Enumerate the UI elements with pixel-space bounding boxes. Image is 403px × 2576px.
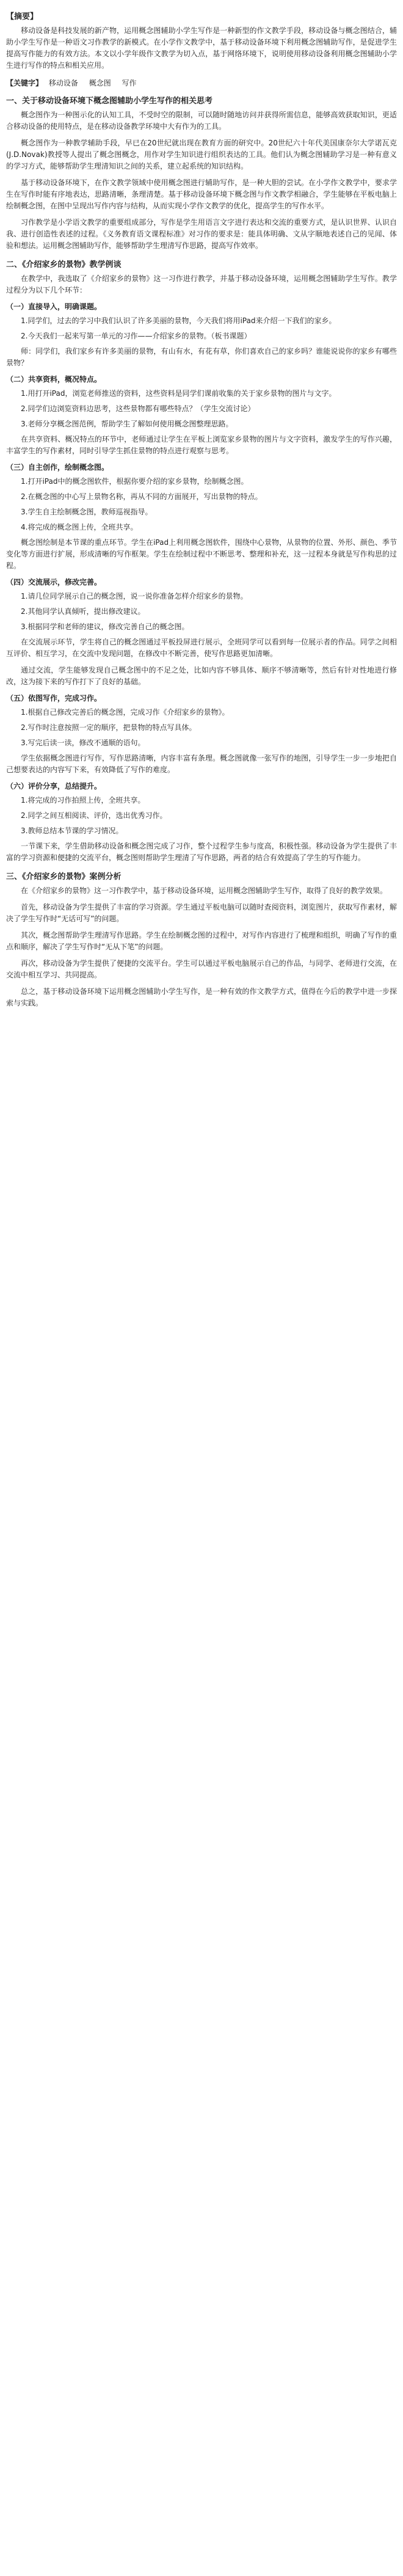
step-line: 3.根据同学和老师的建议，修改完善自己的概念图。 bbox=[21, 622, 189, 631]
paragraph: 首先，移动设备为学生提供了丰富的学习资源。学生通过平板电脑可以随时查阅资料，浏览图片，获取写作素材，解决了学生写作时“无话可写”的问题。 bbox=[6, 903, 397, 923]
step-line: 1.根据自己修改完善后的概念图，完成习作《介绍家乡的景物》。 bbox=[21, 708, 230, 717]
abstract-text: 移动设备是科技发展的新产物，运用概念图辅助小学生写作是一种新型的作文教学手段，移动设备与概念图结合，辅助小学生写作是一种语文习作教学的新模式。在小学作文教学中，基于移动设备环境下利用概念图辅助写作，是促进学生提高写作能力的有效方法。本文以小学年级作文教学为切入点，基于网络环境下，说明使用移动设备利用概念图辅助小学生进行写作的特点和相关应用。 bbox=[6, 26, 397, 70]
step-line: 1.请几位同学展示自己的概念图，说一说你准备怎样介绍家乡的景物。 bbox=[21, 592, 248, 600]
step-line: 1.将完成的习作拍照上传，全班共享。 bbox=[21, 796, 145, 805]
step-line: 2.今天我们一起来写第一单元的习作——介绍家乡的景物。（板书课题） bbox=[21, 332, 252, 340]
step-line: 2.其他同学认真倾听，提出修改建议。 bbox=[21, 607, 145, 616]
step-title: （二）共享资料，概况特点。 bbox=[6, 375, 102, 384]
step-line: 3.教师总结本节课的学习情况。 bbox=[21, 826, 123, 835]
paragraph: 总之，基于移动设备环境下运用概念图辅助小学生写作，是一种有效的作文教学方式，值得在今后的教学中进一步探索与实践。 bbox=[6, 987, 397, 1007]
abstract-label: 【摘要】 bbox=[6, 12, 38, 21]
paragraph: 在教学中，我选取了《介绍家乡的景物》这一习作进行教学，并基于移动设备环境，运用概念图辅助学生写作。教学过程分为以下几个环节： bbox=[6, 274, 397, 294]
paragraph: 通过交流，学生能够发现自己概念图中的不足之处，比如内容不够具体、顺序不够清晰等，然后有针对性地进行修改，这为接下来的写作打下了良好的基础。 bbox=[6, 666, 397, 686]
paragraph: 概念图作为一种教学辅助手段，早已在20世纪就出现在教育方面的研究中。20世纪六十年代美国康奈尔大学诺瓦克(J.D.Novak)教授等人提出了概念图概念，用作对学生知识进行组织表达的工具。他们认为概念图辅助学习是一种有意义的学习方式，能够帮助学生理清知识之间的关系，建立起系统的知识结构。 bbox=[6, 139, 397, 170]
step-line: 1.打开iPad中的概念图软件，根据你要介绍的家乡景物，绘制概念图。 bbox=[21, 477, 249, 486]
step-line: 2.同学们边浏览资料边思考，这些景物都有哪些特点？（学生交流讨论） bbox=[21, 404, 255, 413]
section-3-title: 三、《介绍家乡的景物》案例分析 bbox=[6, 872, 122, 881]
paragraph: 师：同学们，我们家乡有许多美丽的景物，有山有水，有花有草，你们喜欢自己的家乡吗？谁能说说你的家乡有哪些景物？ bbox=[6, 347, 397, 367]
keyword-item: 移动设备 bbox=[48, 79, 78, 87]
paragraph: 再次，移动设备为学生提供了便捷的交流平台。学生可以通过平板电脑展示自己的作品，与同学、老师进行交流，在交流中相互学习、共同提高。 bbox=[6, 959, 397, 979]
step-title: （四）交流展示，修改完善。 bbox=[6, 578, 102, 586]
keyword-item: 概念图 bbox=[89, 79, 111, 87]
step-title: （三）自主创作，绘制概念图。 bbox=[6, 463, 109, 472]
paragraph: 在共享资料、概况特点的环节中，老师通过让学生在平板上浏览家乡景物的图片与文字资料，激发学生的写作兴趣，丰富学生的写作素材，同时引导学生抓住景物的特点进行观察与思考。 bbox=[6, 435, 397, 455]
keywords-line bbox=[6, 78, 397, 88]
paragraph: 学生依据概念图进行写作，写作思路清晰，内容丰富有条理。概念图就像一张写作的地图，引导学生一步一步地把自己想要表达的内容写下来，有效降低了写作的难度。 bbox=[6, 754, 397, 774]
paragraph: 在《介绍家乡的景物》这一习作教学中，基于移动设备环境，运用概念图辅助学生写作，取得了良好的教学效果。 bbox=[21, 886, 388, 895]
step-line: 3.学生自主绘制概念图，教师巡视指导。 bbox=[21, 508, 153, 516]
paragraph: 概念图作为一种图示化的认知工具，不受时空的限制，可以随时随地访问并获得所需信息，能够高效获取知识，更适合移动设备的使用特点，是在移动设备教学环境中大有作为的工具。 bbox=[6, 111, 397, 131]
paragraph: 其次，概念图帮助学生理清写作思路。学生在绘制概念图的过程中，对写作内容进行了梳理和组织，明确了写作的重点和顺序，解决了学生写作时“无从下笔”的问题。 bbox=[6, 931, 397, 951]
step-title: （一）直接导入，明确课题。 bbox=[6, 302, 102, 311]
keyword-item: 写作 bbox=[122, 79, 137, 87]
step-line: 2.同学之间互相阅读、评价，选出优秀习作。 bbox=[21, 811, 167, 820]
section-2-title: 二、《介绍家乡的景物》教学例谈 bbox=[6, 260, 122, 269]
step-line: 2.写作时注意按照一定的顺序，把景物的特点写具体。 bbox=[21, 723, 197, 732]
step-line: 4.将完成的概念图上传，全班共享。 bbox=[21, 523, 138, 531]
section-1-title: 一、关于移动设备环境下概念图辅助小学生写作的相关思考 bbox=[6, 97, 213, 106]
step-line: 1.用打开iPad，浏览老师推送的资料，这些资料是同学们课前收集的关于家乡景物的图片与文字。 bbox=[21, 389, 336, 398]
paragraph: 一节课下来，学生借助移动设备和概念图完成了习作，整个过程学生参与度高，积极性强。移动设备为学生提供了丰富的学习资源和便捷的交流平台，概念图则帮助学生理清了写作思路，两者的结合有效提高了学生的写作能力。 bbox=[6, 842, 397, 862]
step-line: 3.老师分享概念图范例，帮助学生了解如何使用概念图整理思路。 bbox=[21, 420, 233, 428]
step-title: （六）评价分享，总结提升。 bbox=[6, 782, 102, 790]
step-line: 2.在概念图的中心写上景物名称，再从不同的方面展开，写出景物的特点。 bbox=[21, 492, 263, 501]
step-title: （五）依图写作，完成习作。 bbox=[6, 694, 102, 702]
paragraph: 在交流展示环节，学生将自己的概念图通过平板投屏进行展示，全班同学可以看到每一位展示者的作品。同学之间相互评价、相互学习，在交流中发现问题，在修改中不断完善，使写作思路更加清晰。 bbox=[6, 638, 397, 658]
paragraph: 概念图绘制是本节课的重点环节。学生在iPad上利用概念图软件，围绕中心景物，从景物的位置、外形、颜色、季节变化等方面进行扩展，形成清晰的写作框架。学生在绘制过程中不断思考、整理和补充，这一过程本身就是写作构思的过程。 bbox=[6, 538, 397, 570]
keywords-label: 【关键字】 bbox=[6, 79, 43, 87]
step-line: 3.写完后读一读，修改不通顺的语句。 bbox=[21, 739, 145, 747]
paragraph: 习作教学是小学语文教学的重要组成部分，写作是学生用语言文字进行表达和交流的重要方式，是认识世界、认识自我、进行创造性表述的过程。《义务教育语文课程标准》对习作的要求是：能具体明确、文从字顺地表述自己的见闻、体验和想法。运用概念图辅助写作，能够帮助学生理清写作思路，提高写作效率。 bbox=[6, 218, 397, 250]
paragraph: 基于移动设备环境下，在作文教学领域中使用概念图进行辅助写作，是一种大胆的尝试。在小学作文教学中，要求学生在写作时能有序地表达，思路清晰，条理清楚。基于移动设备环境下概念图与作文教学相融合，学生能够在平板电脑上绘制概念图，在图中呈现出写作内容与结构，从而实现小学作文教学的优化，提高学生的写作水平。 bbox=[6, 178, 397, 210]
step-line: 1.同学们，过去的学习中我们认识了许多美丽的景物，今天我们将用iPad来介绍一下我们的家乡。 bbox=[21, 316, 336, 325]
